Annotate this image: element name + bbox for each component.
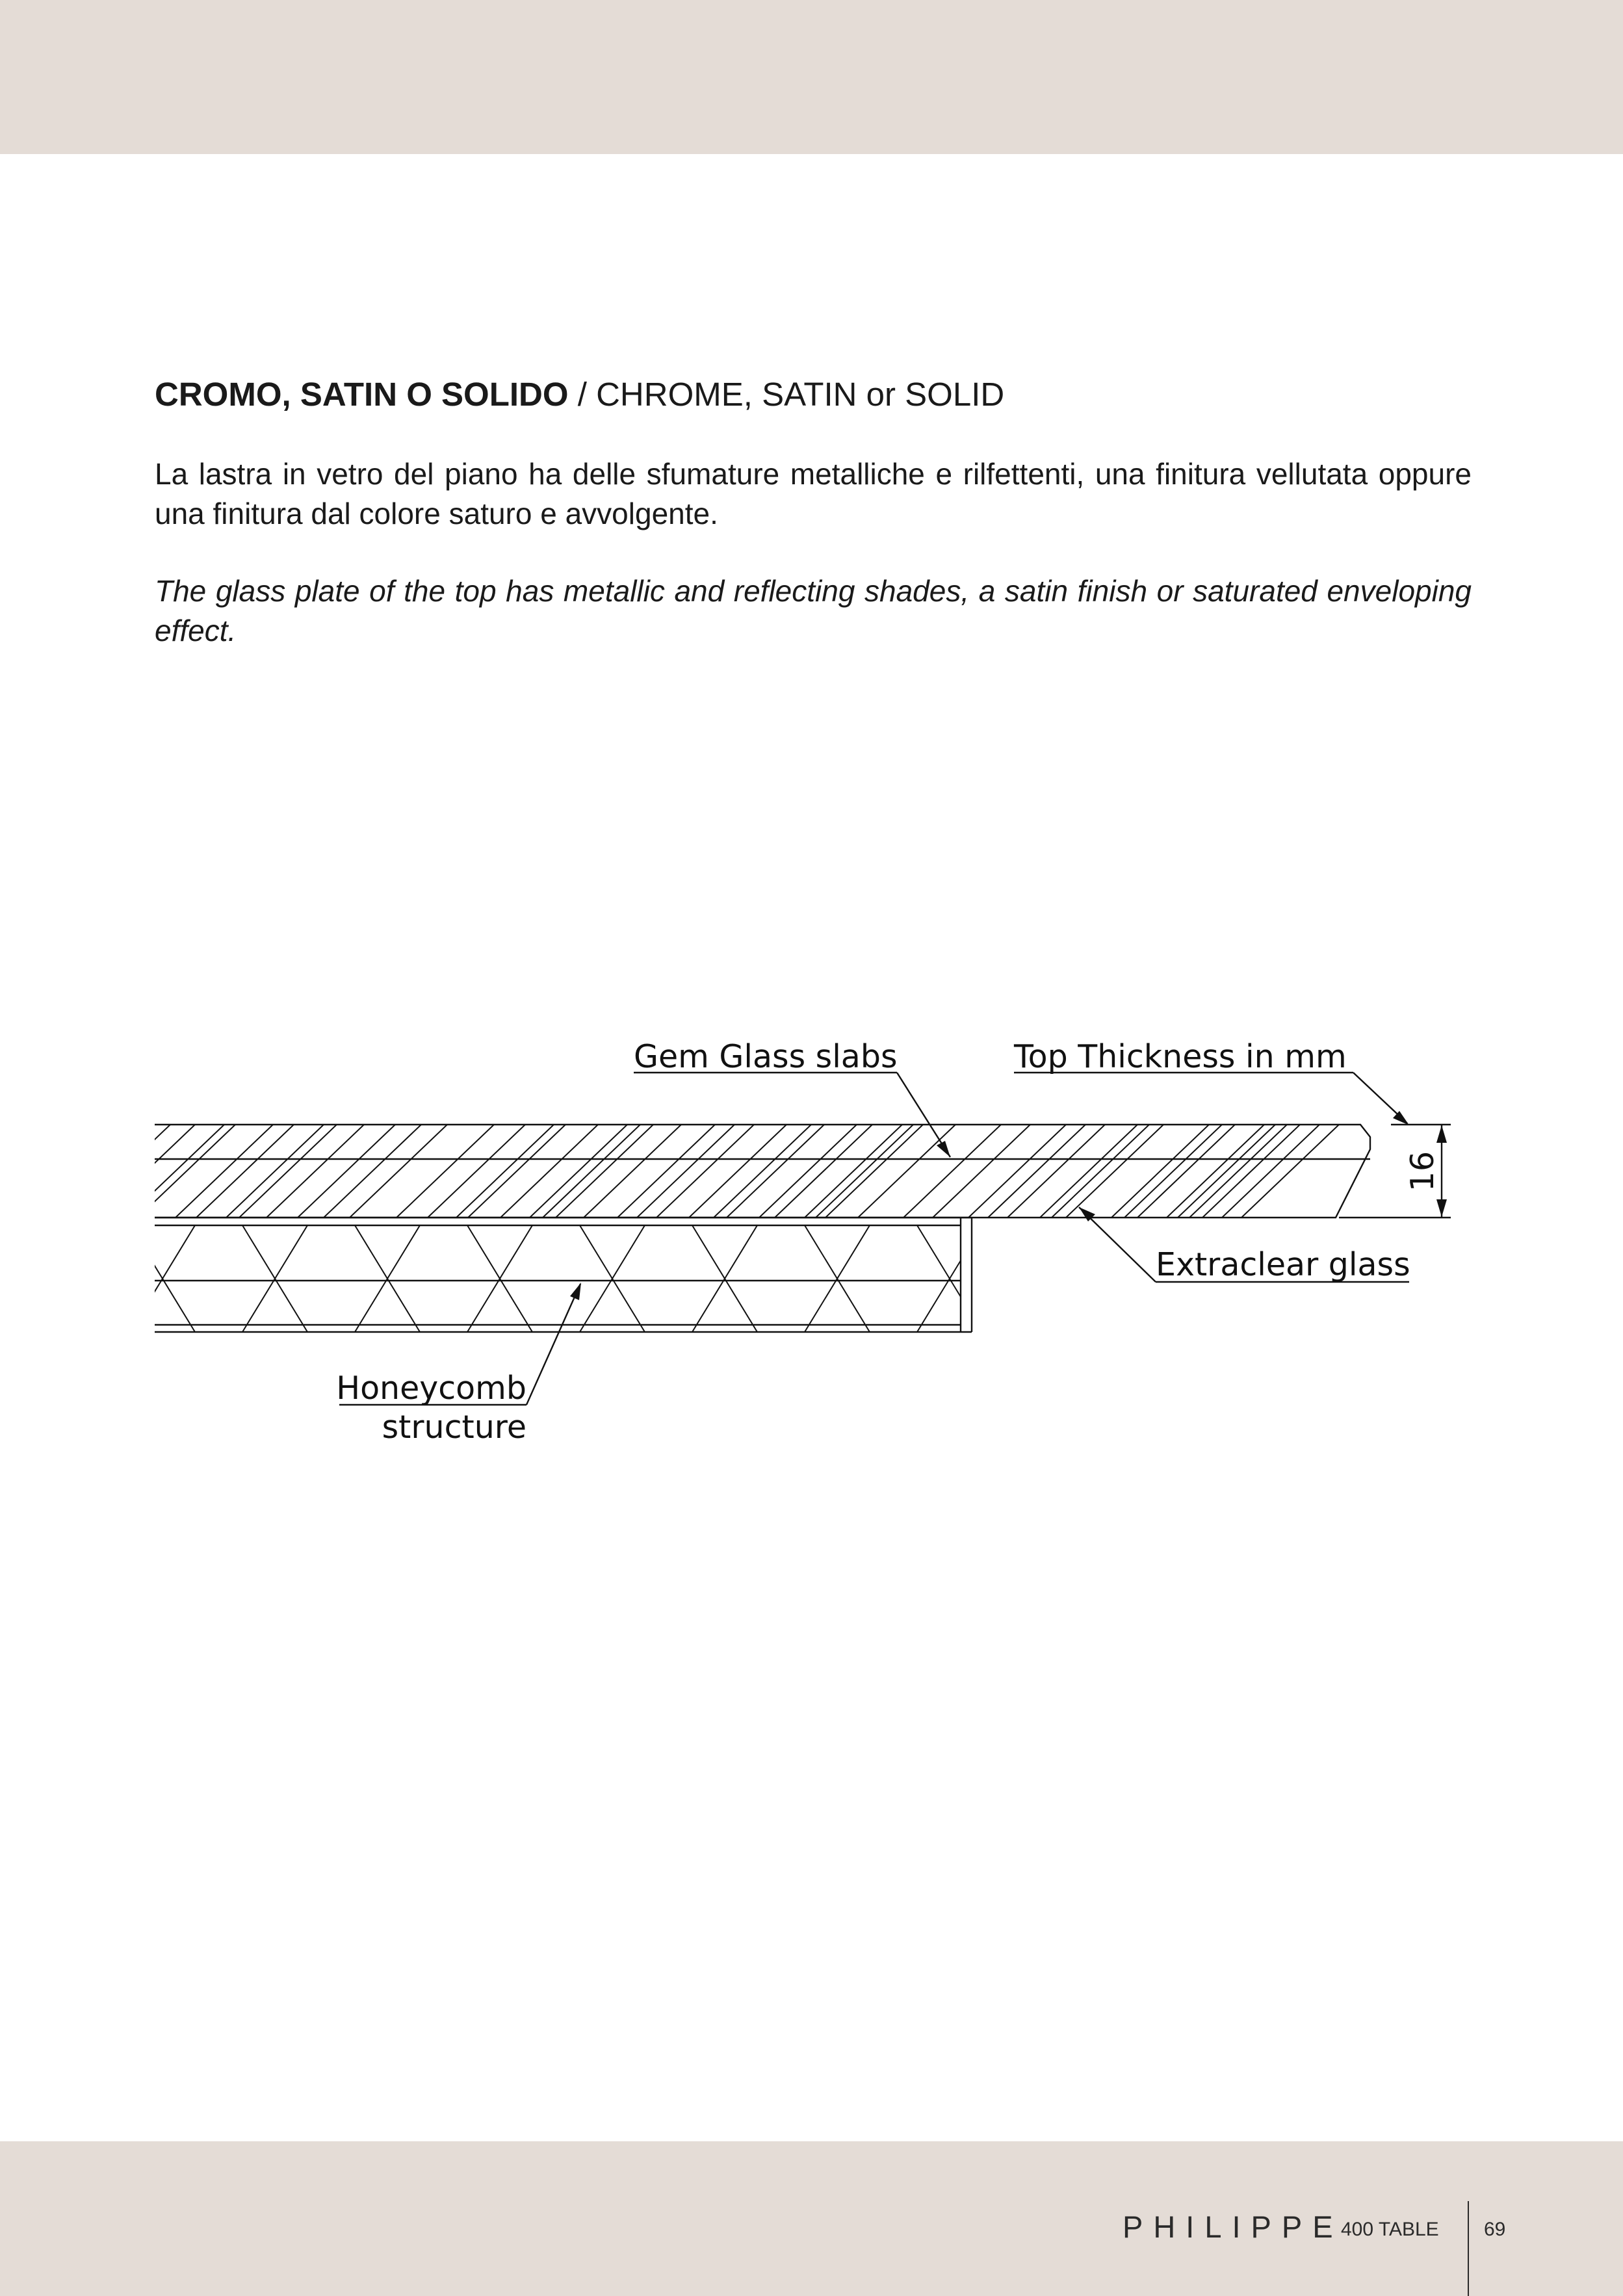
hatch-line [1111, 1125, 1209, 1218]
hatch-line [1137, 1125, 1235, 1218]
glass-hatching [73, 1125, 1339, 1218]
hatch-line [530, 1125, 627, 1218]
description-italian: La lastra in vetro del piano ha delle sfumature metalliche e rilfettenti, una finitura vellutata oppure una finitura dal colore saturo e avvolgente. [155, 457, 1472, 530]
page-number: 69 [1484, 2219, 1506, 2240]
hatch-line [396, 1125, 494, 1218]
hatch-line [759, 1125, 857, 1218]
hatch-line [903, 1125, 1001, 1218]
thickness-label: Top Thickness in mm [1014, 1038, 1347, 1075]
dimension-arrow-up [1436, 1125, 1447, 1143]
hatch-line [556, 1125, 653, 1218]
hatch-line [805, 1125, 902, 1218]
hatch-line [1040, 1125, 1137, 1218]
gem-glass-label: Gem Glass slabs [634, 1038, 898, 1075]
heading-italian: CROMO, SATIN O SOLIDO [155, 376, 569, 413]
dimension-arrow-down [1436, 1199, 1447, 1217]
section-heading [155, 372, 1481, 417]
heading-separator: / [568, 376, 597, 413]
extraclear-label: Extraclear glass [1156, 1246, 1410, 1283]
hatch-line [1066, 1125, 1163, 1218]
hatch-line [456, 1125, 554, 1218]
footer-model: 400 TABLE [1341, 2219, 1439, 2240]
hatch-line [97, 1125, 195, 1218]
hatch-line [933, 1125, 1030, 1218]
honeycomb-label-line2: structure [382, 1409, 526, 1446]
hatch-line [1178, 1125, 1275, 1218]
hatch-line [775, 1125, 872, 1218]
hatch-line [689, 1125, 786, 1218]
hatch-line [1124, 1125, 1222, 1218]
hatch-line [175, 1125, 273, 1218]
hatch-line [1007, 1125, 1105, 1218]
hatch-line [266, 1125, 364, 1218]
honeycomb-label-line1: Honeycomb [336, 1370, 526, 1407]
thickness-value: 16 [1404, 1151, 1441, 1192]
hatch-line [543, 1125, 640, 1218]
hatch-line [816, 1125, 913, 1218]
table-top-section-drawing [0, 1014, 1623, 1469]
hatch-line [1167, 1125, 1264, 1218]
hatch-line [127, 1125, 224, 1218]
hatch-line [714, 1125, 811, 1218]
heading-english: CHROME, SATIN or SOLID [596, 376, 1005, 413]
hatch-line [825, 1125, 923, 1218]
hatch-line [500, 1125, 598, 1218]
hatch-line [468, 1125, 565, 1218]
hatch-line [324, 1125, 421, 1218]
hatch-line [1222, 1125, 1319, 1218]
header-band [0, 0, 1623, 154]
footer-divider [1468, 2201, 1469, 2296]
hatch-line [428, 1125, 525, 1218]
hatch-line [727, 1125, 824, 1218]
honeycomb-pattern [130, 1225, 982, 1332]
hatch-line [73, 1125, 170, 1218]
hatch-line [239, 1125, 337, 1218]
hatch-line [988, 1125, 1085, 1218]
hatch-line [298, 1125, 395, 1218]
hatch-line [656, 1125, 754, 1218]
thickness-leader [1014, 1073, 1409, 1125]
hatch-line [138, 1125, 235, 1218]
hatch-line [226, 1125, 324, 1218]
hatch-line [1189, 1125, 1287, 1218]
hatch-line [1052, 1125, 1149, 1218]
hatch-line [858, 1125, 955, 1218]
hatch-line [1241, 1125, 1339, 1218]
hatch-line [1202, 1125, 1300, 1218]
hatch-line [968, 1125, 1066, 1218]
description-english: The glass plate of the top has metallic and reflecting shades, a satin finish or saturated enveloping effect. [155, 574, 1472, 647]
hatch-line [196, 1125, 294, 1218]
hatch-line [350, 1125, 447, 1218]
hatch-line [637, 1125, 734, 1218]
footer-brand: PHILIPPE [1123, 2210, 1344, 2244]
